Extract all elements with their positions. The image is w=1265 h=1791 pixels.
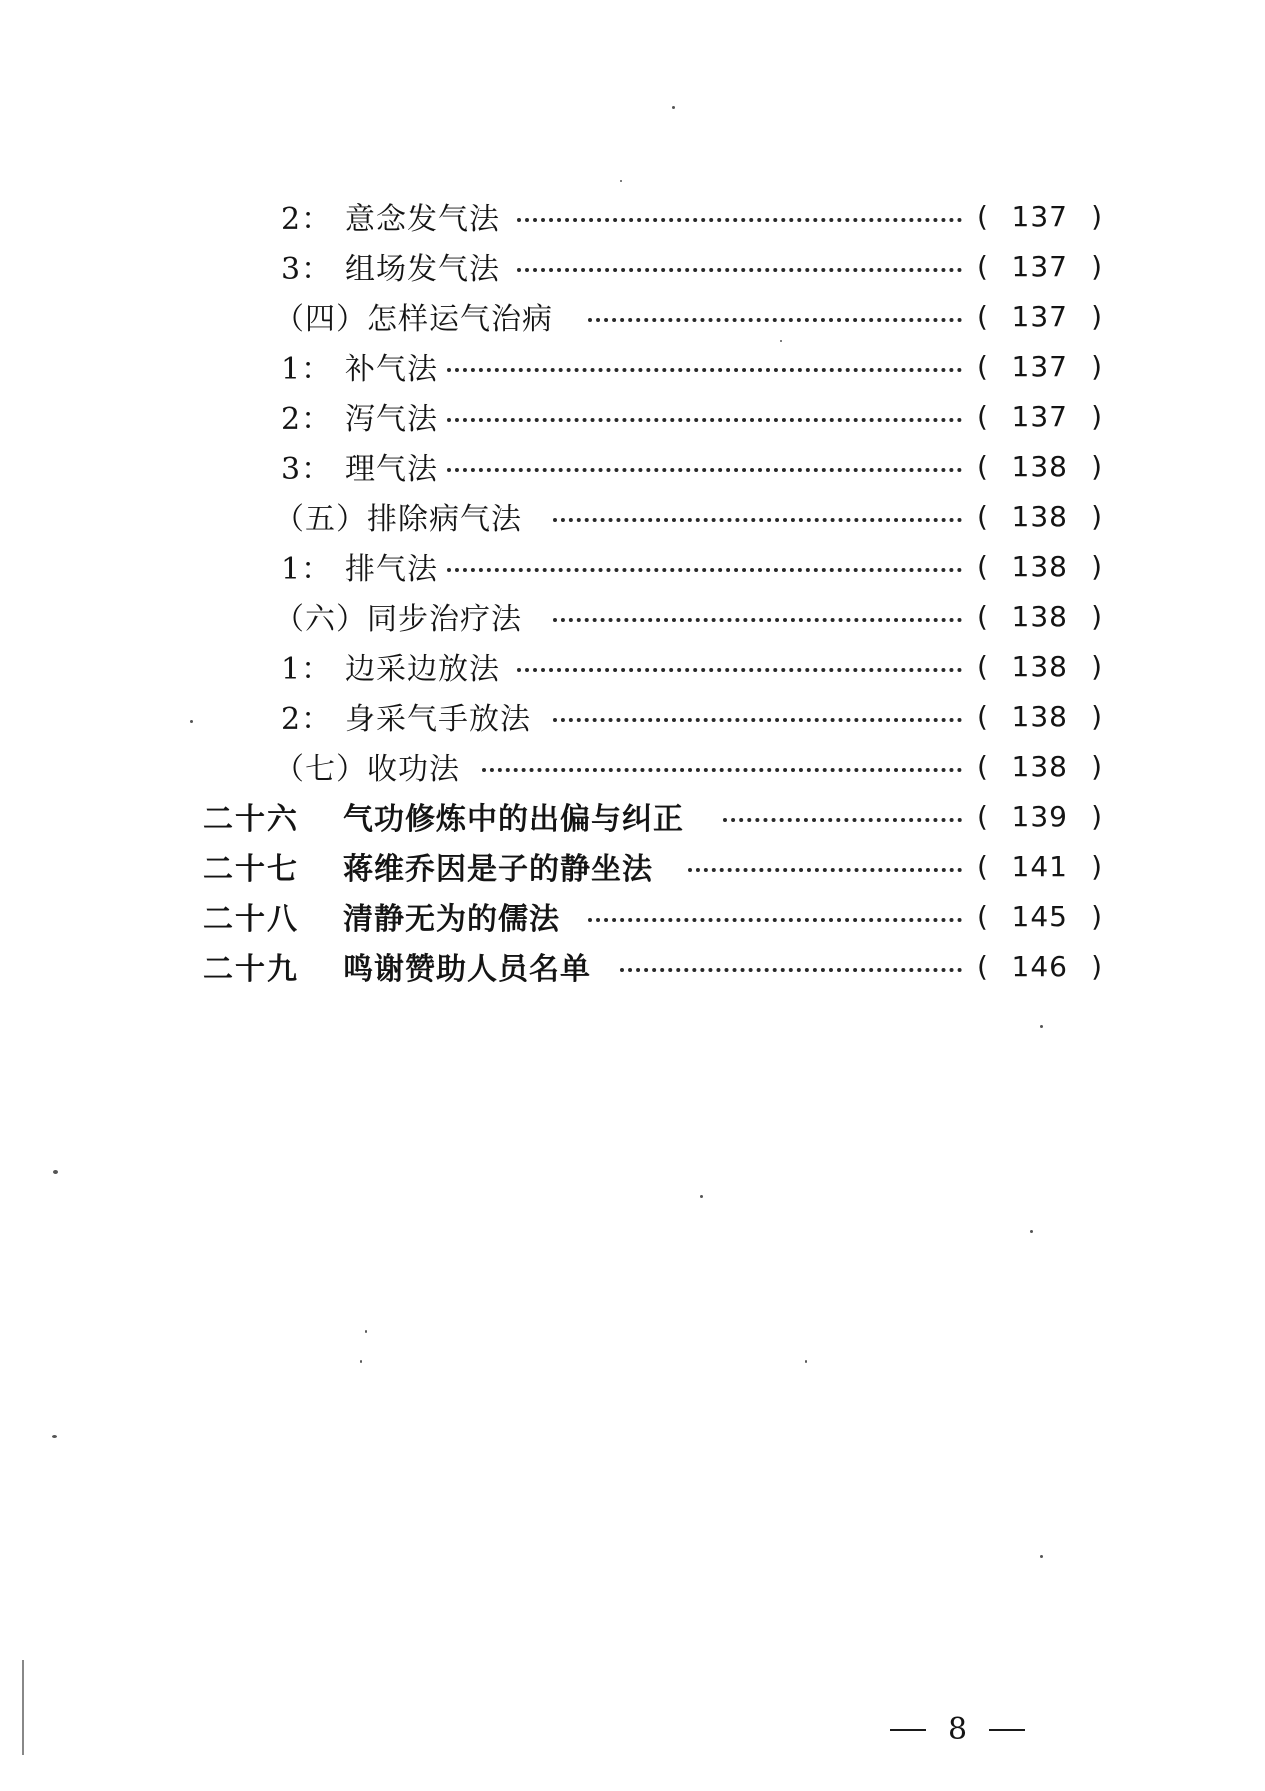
chapter-title: 清静无为的儒法 [343, 902, 560, 937]
scan-speck [805, 1360, 807, 1363]
open-paren: ( [977, 649, 988, 683]
page-number: 137 [1011, 249, 1068, 283]
close-paren: ) [1091, 399, 1102, 433]
chapter-title: 气功修炼中的出偏与纠正 [343, 802, 684, 837]
close-paren: ) [1091, 849, 1102, 883]
toc-entry[interactable] [274, 596, 1094, 636]
scan-speck [1040, 1555, 1043, 1558]
entry-title: 排气法 [345, 552, 438, 587]
dot-leader [688, 868, 962, 872]
close-paren: ) [1091, 249, 1102, 283]
open-paren: ( [977, 799, 988, 833]
toc-entry[interactable] [274, 746, 1094, 786]
entry-title: 组场发气法 [345, 252, 500, 287]
dot-leader [723, 818, 962, 822]
open-paren: ( [977, 699, 988, 733]
footer-dash-left [890, 1729, 926, 1731]
page-number: 145 [1011, 899, 1068, 933]
open-paren: ( [977, 549, 988, 583]
open-paren: ( [977, 349, 988, 383]
entry-title: 补气法 [345, 352, 438, 387]
page-number: 138 [1011, 749, 1068, 783]
close-paren: ) [1091, 349, 1102, 383]
scan-speck [190, 720, 193, 723]
close-paren: ) [1091, 899, 1102, 933]
page-number: 137 [1011, 349, 1068, 383]
open-paren: ( [977, 949, 988, 983]
entry-number: 2： [281, 702, 333, 737]
entry-number: 3： [281, 452, 333, 487]
open-paren: ( [977, 899, 988, 933]
open-paren: ( [977, 749, 988, 783]
toc-chapter-entry[interactable] [203, 946, 1103, 986]
entry-title: 泻气法 [345, 402, 438, 437]
open-paren: ( [977, 449, 988, 483]
page-reference [977, 296, 1102, 336]
dot-leader [553, 718, 962, 722]
page-reference [977, 446, 1102, 486]
dot-leader [620, 968, 962, 972]
open-paren: ( [977, 249, 988, 283]
dot-leader [517, 668, 962, 672]
close-paren: ) [1091, 699, 1102, 733]
page-number: 137 [1011, 299, 1068, 333]
scan-speck [1030, 1230, 1033, 1233]
page-number: 137 [1011, 399, 1068, 433]
dot-leader [447, 468, 962, 472]
scan-speck [53, 1170, 58, 1174]
close-paren: ) [1091, 599, 1102, 633]
entry-title: 意念发气法 [345, 202, 500, 237]
dot-leader [447, 418, 962, 422]
toc-chapter-entry[interactable] [203, 796, 1103, 836]
entry-number: 2： [281, 402, 333, 437]
close-paren: ) [1091, 499, 1102, 533]
close-paren: ) [1091, 649, 1102, 683]
page-number: 138 [1011, 599, 1068, 633]
page-number: 138 [1011, 499, 1068, 533]
page-number: 138 [1011, 649, 1068, 683]
entry-number: 1： [281, 652, 333, 687]
page-reference [977, 496, 1102, 536]
dot-leader [553, 618, 962, 622]
toc-chapter-entry[interactable] [203, 846, 1103, 886]
dot-leader [482, 768, 962, 772]
entry-number: 1： [281, 352, 333, 387]
entry-title: （七）收功法 [274, 752, 460, 787]
scan-speck [672, 106, 675, 109]
close-paren: ) [1091, 799, 1102, 833]
toc-entry[interactable] [274, 496, 1094, 536]
page-reference [977, 646, 1102, 686]
close-paren: ) [1091, 549, 1102, 583]
close-paren: ) [1091, 949, 1102, 983]
page-reference [977, 196, 1102, 236]
scan-speck [52, 1435, 57, 1438]
open-paren: ( [977, 199, 988, 233]
page-reference [977, 246, 1102, 286]
entry-title: （六）同步治疗法 [274, 602, 522, 637]
chapter-number: 二十七 [203, 852, 299, 887]
open-paren: ( [977, 399, 988, 433]
page-reference [977, 696, 1102, 736]
toc-entry[interactable] [274, 296, 1094, 336]
dot-leader [447, 368, 962, 372]
page-number: 138 [1011, 549, 1068, 583]
chapter-number: 二十六 [203, 802, 299, 837]
open-paren: ( [977, 849, 988, 883]
page-number: 138 [1011, 699, 1068, 733]
entry-number: 3： [281, 252, 333, 287]
open-paren: ( [977, 499, 988, 533]
scan-edge-line [22, 1660, 24, 1755]
toc-chapter-entry[interactable] [203, 896, 1103, 936]
close-paren: ) [1091, 199, 1102, 233]
scan-speck [360, 1360, 362, 1363]
open-paren: ( [977, 599, 988, 633]
page-reference [977, 796, 1102, 836]
close-paren: ) [1091, 749, 1102, 783]
dot-leader [517, 268, 962, 272]
page-footer [890, 1712, 1025, 1747]
dot-leader [447, 568, 962, 572]
footer-page-number: 8 [948, 1712, 968, 1747]
page-reference [977, 546, 1102, 586]
entry-title: 边采边放法 [345, 652, 500, 687]
chapter-number: 二十八 [203, 902, 299, 937]
dot-leader [517, 218, 962, 222]
entry-title: 身采气手放法 [345, 702, 531, 737]
page-reference [977, 946, 1102, 986]
page-reference [977, 596, 1102, 636]
chapter-number: 二十九 [203, 952, 299, 987]
page-reference [977, 846, 1102, 886]
entry-title: （四）怎样运气治病 [274, 302, 553, 337]
close-paren: ) [1091, 299, 1102, 333]
scan-speck [780, 340, 782, 342]
scan-speck [620, 180, 622, 182]
page-number: 137 [1011, 199, 1068, 233]
entry-title: 理气法 [345, 452, 438, 487]
page-number: 141 [1011, 849, 1068, 883]
scan-speck [1040, 1025, 1043, 1028]
entry-title: （五）排除病气法 [274, 502, 522, 537]
page-reference [977, 346, 1102, 386]
page-reference [977, 746, 1102, 786]
scan-speck [700, 1195, 703, 1198]
scan-speck [365, 1330, 367, 1333]
chapter-title: 鸣谢赞助人员名单 [343, 952, 591, 987]
dot-leader [588, 918, 962, 922]
dot-leader [553, 518, 962, 522]
entry-number: 2： [281, 202, 333, 237]
open-paren: ( [977, 299, 988, 333]
page-number: 139 [1011, 799, 1068, 833]
dot-leader [588, 318, 962, 322]
chapter-title: 蒋维乔因是子的静坐法 [343, 852, 653, 887]
page-reference [977, 896, 1102, 936]
page-number: 146 [1011, 949, 1068, 983]
page-reference [977, 396, 1102, 436]
footer-dash-right [989, 1729, 1025, 1731]
entry-number: 1： [281, 552, 333, 587]
page-number: 138 [1011, 449, 1068, 483]
close-paren: ) [1091, 449, 1102, 483]
